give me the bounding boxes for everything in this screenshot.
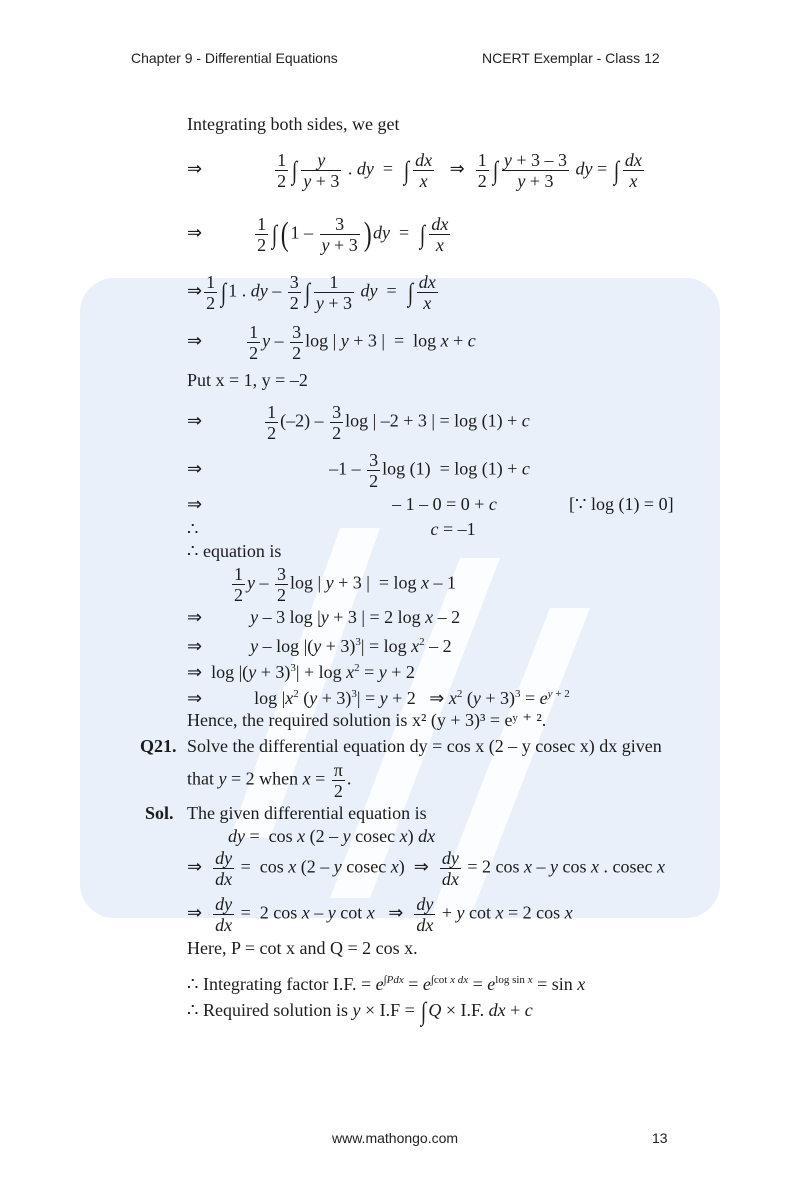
intro-line: Integrating both sides, we get bbox=[187, 114, 400, 134]
math-line-7: ⇒ – 1 – 0 = 0 + c bbox=[187, 494, 497, 514]
sol-here: Here, P = cot x and Q = 2 cos x. bbox=[187, 938, 418, 958]
q21-text: Solve the differential equation dy = cos x (2 – y cosec x) dx given bbox=[187, 736, 662, 756]
math-line-11: ⇒ $y - \log |(y + 3)^3| = \log x^2 - 2$ bbox=[187, 636, 452, 656]
put-line: Put x = 1, y = –2 bbox=[187, 370, 308, 390]
sol-if-line: ∴ Integrating factor I.F. = $e^{\int Pdx} = e^{\int cot x dx} = e^{log sin x} = \sin x$ bbox=[187, 974, 586, 994]
equation-is: ∴ equation is bbox=[187, 541, 282, 561]
footer-page: 13 bbox=[652, 1130, 668, 1146]
math-line-2: ⇒ $\frac{1}{2}$ ∫ (1 – $\frac{3}{y + 3}$ )dy = ∫ $\frac{dx}{x}$ bbox=[187, 214, 449, 255]
footer-url: www.mathongo.com bbox=[332, 1130, 459, 1146]
sol-text: The given differential equation is bbox=[187, 803, 427, 823]
math-line-9: $\frac{1}{2}$ y – $\frac{3}{2}$ log | y + 3 | = log x – 1 bbox=[234, 564, 457, 605]
math-line-4: ⇒ $\frac{1}{2}$ y – $\frac{3}{2}$ log | y + 3 | = log x + c bbox=[187, 322, 476, 363]
q21-text-2: that y = 2 when x = $\frac{\pi}{2}$ . bbox=[187, 760, 352, 801]
header-book: NCERT Exemplar - Class 12 bbox=[482, 50, 660, 66]
math-line-5: ⇒ $\frac{1}{2}$ (–2) – $\frac{3}{2}$ log | –2 + 3 | = log (1) + c bbox=[187, 402, 530, 443]
math-line-3: ⇒ $\frac{1}{2}$ ∫ 1 . dy – $\frac{3}{2}$ ∫ $\frac{1}{y + 3}$ dy = ∫ $\frac{dx}{x}$ bbox=[187, 272, 436, 313]
header-chapter: Chapter 9 - Differential Equations bbox=[131, 50, 338, 66]
hence-line: Hence, the required solution is x² (y + 3)³ = eʸ ⁺ ². bbox=[187, 710, 547, 730]
sol-line-2: ⇒ $\frac{dy}{dx}$ = cos x (2 – y cosec x) ⇒ $\frac{dy}{dx}$ = 2 cos x – y cos x . cosec x bbox=[187, 848, 665, 889]
math-line-10: ⇒ y – 3 log |y + 3 | = 2 log x – 2 bbox=[187, 607, 461, 627]
q21-label: Q21. bbox=[140, 736, 177, 756]
sol-req-line: ∴ Required solution is y × I.F = ∫ Q × I.F. dx + c bbox=[187, 996, 533, 1026]
math-line-8: ∴ c = –1 bbox=[187, 519, 476, 539]
math-line-6: ⇒ –1 – $\frac{3}{2}$ log (1) = log (1) + c bbox=[187, 450, 530, 491]
math-line-12: ⇒ $\log |(y + 3)^3| + \log x^2 = y + 2$ bbox=[187, 662, 415, 682]
reason-note: [∵ log (1) = 0] bbox=[569, 494, 674, 514]
sol-line-3: ⇒ $\frac{dy}{dx}$ = 2 cos x – y cot x ⇒ $\frac{dy}{dx}$ + y cot x = 2 cos x bbox=[187, 894, 573, 935]
math-line-13: ⇒ $\log |x^2$ $(y + 3)^3| = y + 2$ ⇒ $x^2$ $(y + 3)^3 = e^{y + 2}$ bbox=[187, 688, 570, 708]
sol-line-1: dy = cos x (2 – y cosec x) dx bbox=[228, 826, 436, 846]
math-line-1: ⇒ $\frac{1}{2}$ ∫ $\frac{y}{y + 3}$ . dy = ∫ $\frac{dx}{x}$ ⇒ $\frac{1}{2}$ ∫ $\frac{y + 3 - 3}{y + 3}$ dy = ∫ $\frac{dx}{x}$ bbox=[187, 150, 642, 191]
sol-label: Sol. bbox=[145, 803, 174, 823]
